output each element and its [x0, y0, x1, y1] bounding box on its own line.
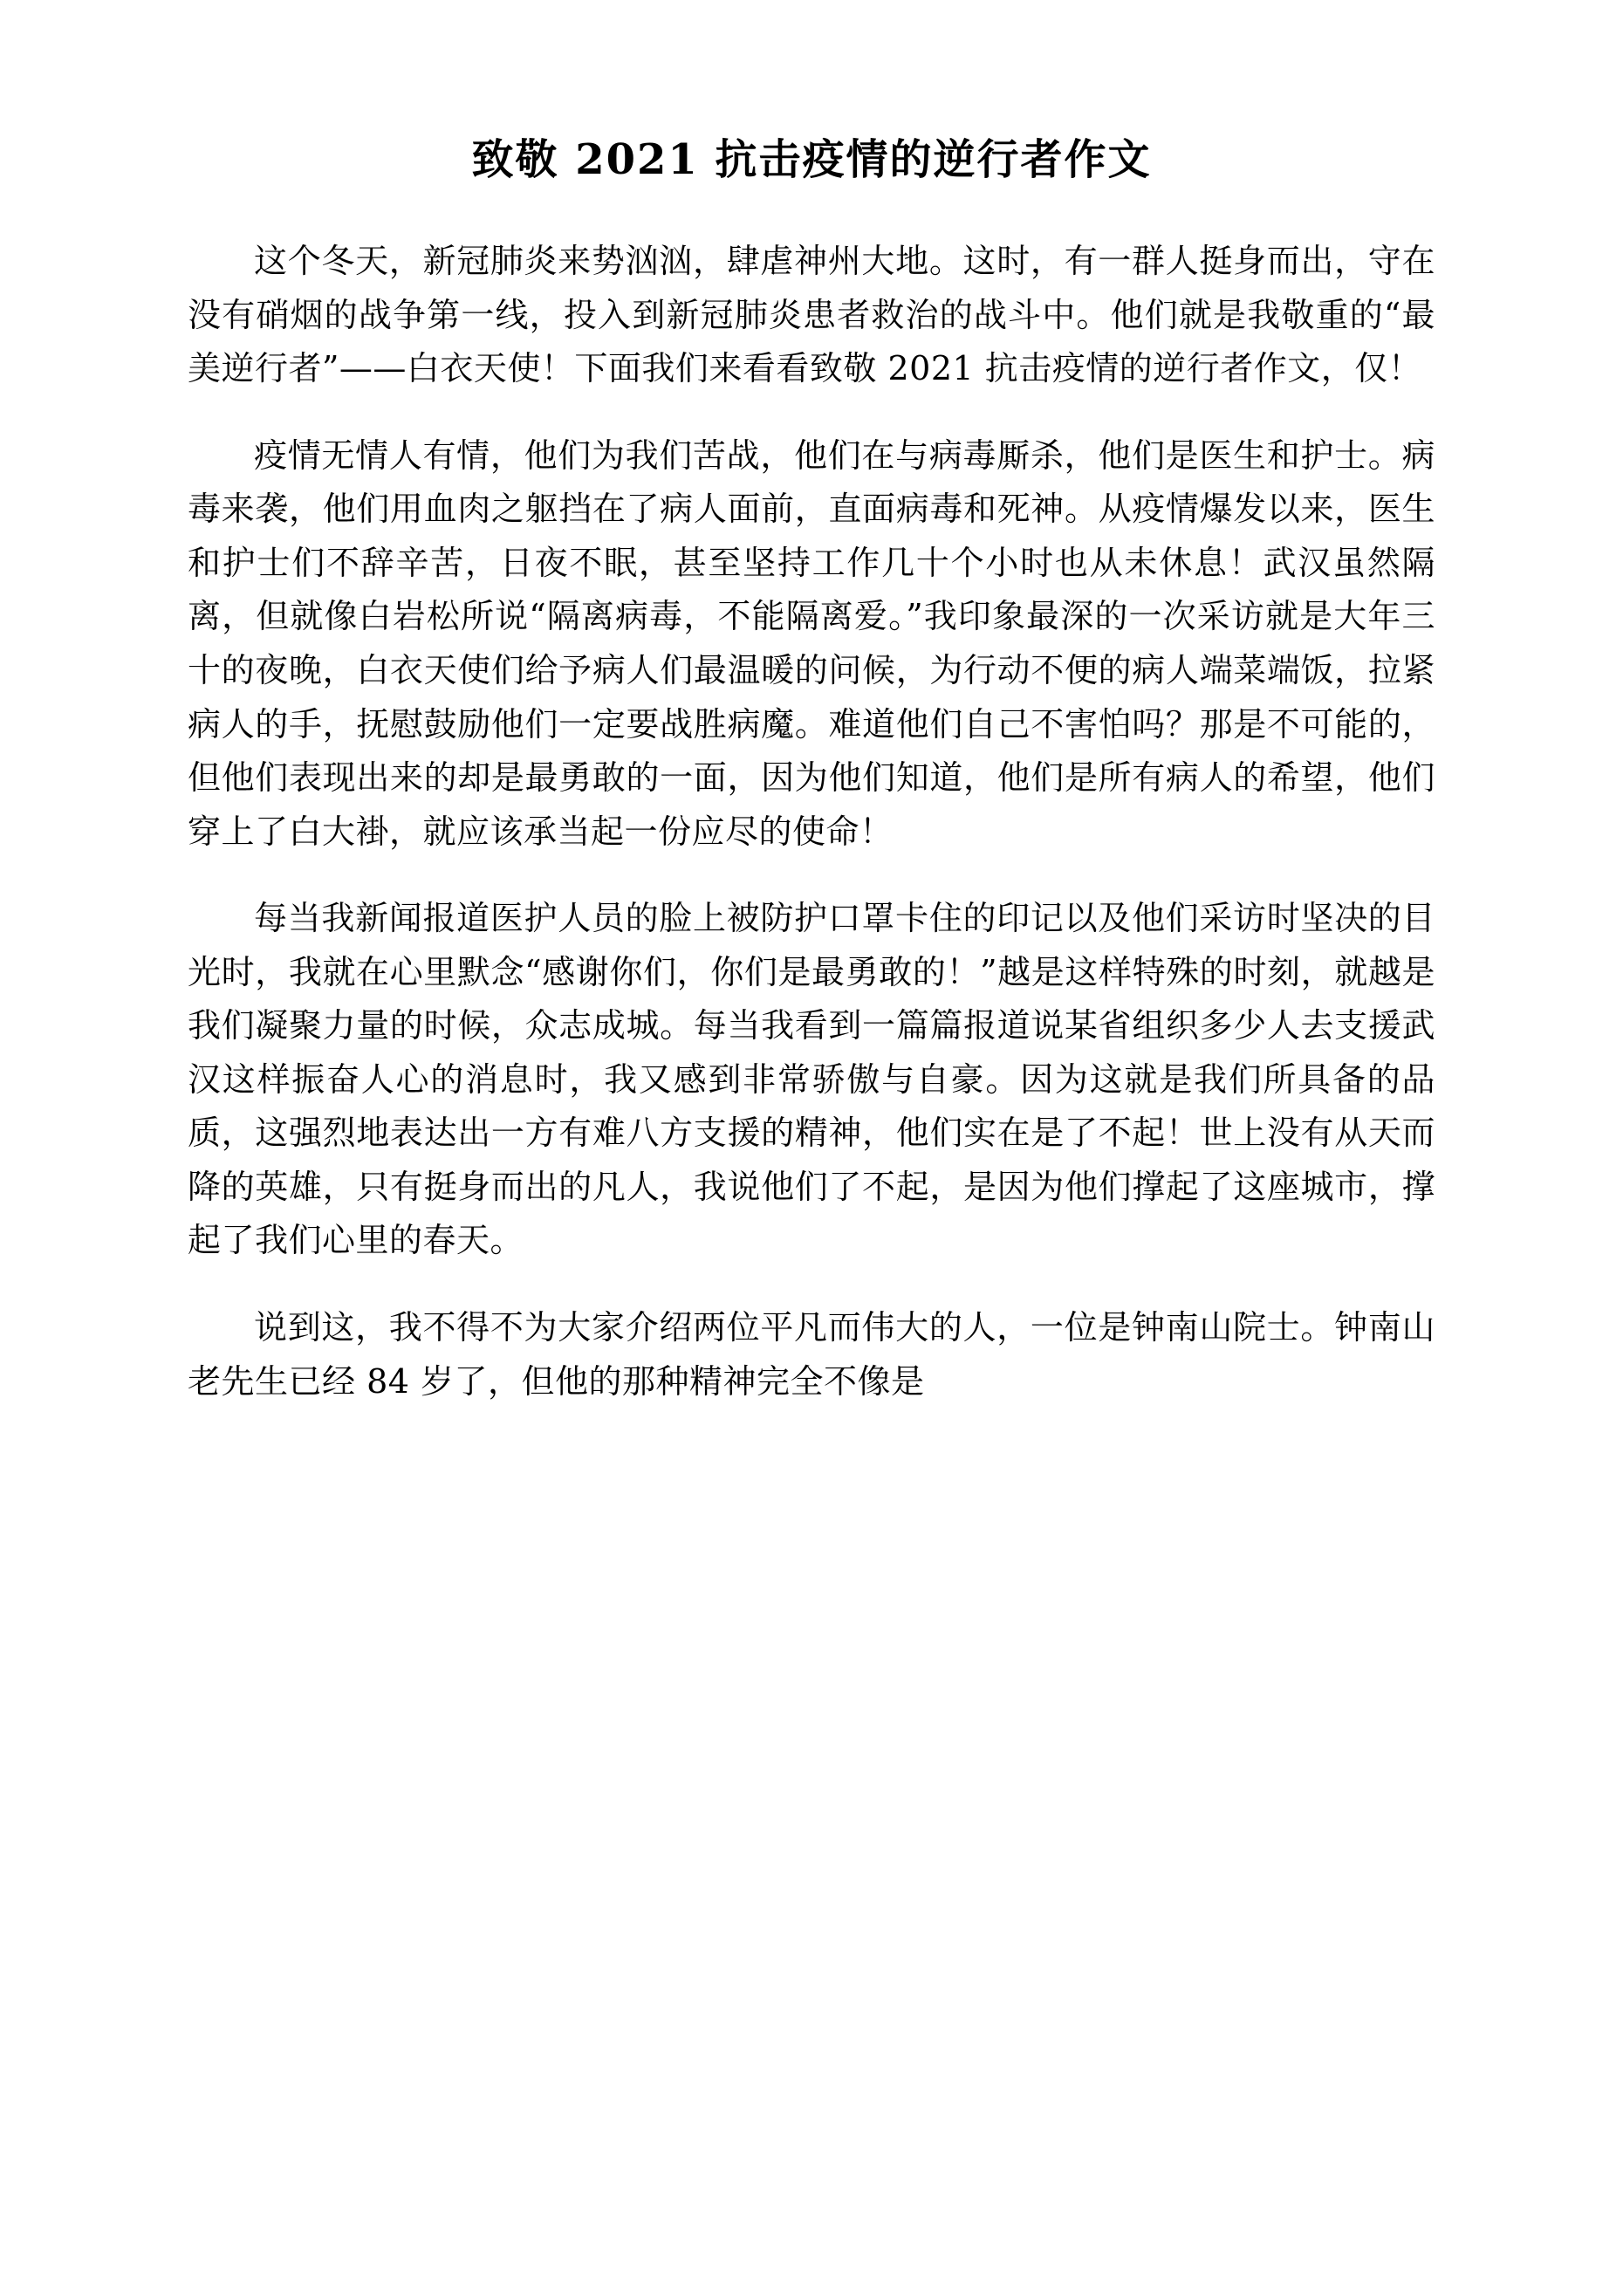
body-paragraph: 这个冬天，新冠肺炎来势汹汹，肆虐神州大地。这时，有一群人挺身而出，守在没有硝烟的战争第一线，投入到新冠肺炎患者救治的战斗中。他们就是我敬重的“最美逆行者”——白衣天使！下面我们来看看致敬 2021 抗击疫情的逆行者作文，仅！: [188, 242, 1435, 388]
page-title: 致敬 2021 抗击疫情的逆行者作文: [471, 135, 1152, 184]
body-paragraph: 每当我新闻报道医护人员的脸上被防护口罩卡住的印记以及他们采访时坚决的目光时，我就在心里默念“感谢你们，你们是最勇敢的！”越是这样特殊的时刻，就越是我们凝聚力量的时候，众志成城。每当我看到一篇篇报道说某省组织多少人去支援武汉这样振奋人心的消息时，我又感到非常骄傲与自豪。因为这就是我们所具备的品质，这强烈地表达出一方有难八方支援的精神，他们实在是了不起！世上没有从天而降的英雄，只有挺身而出的凡人，我说他们了不起，是因为他们撑起了这座城市，撑起了我们心里的春天。: [188, 899, 1435, 1260]
body-paragraph: 说到这，我不得不为大家介绍两位平凡而伟大的人，一位是钟南山院士。钟南山老先生已经 84 岁了，但他的那种精神完全不像是: [188, 1308, 1435, 1401]
body-paragraph: 疫情无情人有情，他们为我们苦战，他们在与病毒厮杀，他们是医生和护士。病毒来袭，他们用血肉之躯挡在了病人面前，直面病毒和死神。从疫情爆发以来，医生和护士们不辞辛苦，日夜不眠，甚至坚持工作几十个小时也从未休息！武汉虽然隔离，但就像白岩松所说“隔离病毒，不能隔离爱。”我印象最深的一次采访就是大年三十的夜晚，白衣天使们给予病人们最温暖的问候，为行动不便的病人端菜端饭，拉紧病人的手，抚慰鼓励他们一定要战胜病魔。难道他们自己不害怕吗？那是不可能的，但他们表现出来的却是最勇敢的一面，因为他们知道，他们是所有病人的希望，他们穿上了白大褂，就应该承当起一份应尽的使命！: [188, 435, 1435, 851]
